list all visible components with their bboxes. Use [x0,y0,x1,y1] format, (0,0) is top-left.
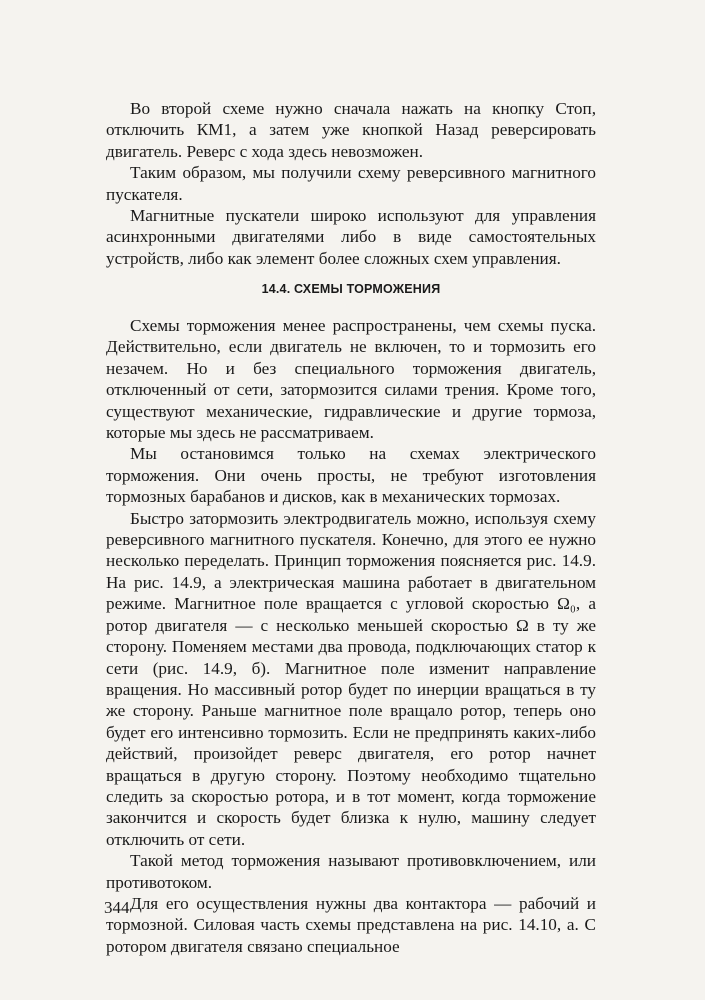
section-heading: 14.4. СХЕМЫ ТОРМОЖЕНИЯ [261,282,441,296]
paragraph: Во второй схеме нужно сначала нажать на кнопку Стоп, отключить КМ1, а затем уже кнопкой Назад реверсировать двигатель. Реверс с хода здесь невозможен. [106,99,596,161]
paragraph: Схемы торможения менее распространены, чем схемы пуска. Действительно, если двигатель не включен, то и тормозить его незачем. Но и без специального торможения двигатель, отключенный от сети, затормозится силами трения. Кроме того, существуют механические, гидравлические и другие тормоза, которые мы здесь не рассматриваем. [106,316,596,443]
page-number: 344 [104,898,130,917]
paragraph: Магнитные пускатели широко используют для управления асинхронными двигателями либо в виде самостоятельных устройств, либо как элемент более сложных схем управления. [106,206,596,268]
text-section-1 [106,98,596,269]
paragraph: Быстро затормозить электродвигатель можно, используя схему реверсивного магнитного пускателя. Конечно, для этого ее нужно несколько переделать. Принцип торможения поясняется рис. 14.9. На рис. 14.9, а электрическая машина работает в двигательном режиме. Магнитное поле вращается с угловой скоростью Ω₀, а ротор двигателя — с несколько меньшей скоростью Ω в ту же сторону. Поменяем местами два провода, подключающих статор к сети (рис. 14.9, б). Магнитное поле изменит направление вращения. Но массивный ротор будет по инерции вращаться в ту же сторону. Раньше магнитное поле вращало ротор, теперь оно будет его интенсивно тормозить. Если не предпринять каких-либо действий, произойдет реверс двигателя, его ротор начнет вращаться в другую сторону. Поэтому необходимо тщательно следить за скоростью ротора, и в тот момент, когда торможение закончится и скорость будет близка к нулю, машину следует отключить от сети. [106,508,596,849]
paragraph: Такой метод торможения называют противовключением, или противотоком. [106,851,596,892]
paragraph: Для его осуществления нужны два контактора — рабочий и тормозной. Силовая часть схемы представлена на рис. 14.10, а. С ротором двигателя связано специальное [106,893,596,956]
paragraph: Таким образом, мы получили схему реверсивного магнитного пускателя. [106,163,596,204]
text-section-2 [106,315,596,957]
paragraph: Мы остановимся только на схемах электрического торможения. Они очень просты, не требуют изготовления тормозных барабанов и дисков, как в механических тормозах. [106,444,596,507]
